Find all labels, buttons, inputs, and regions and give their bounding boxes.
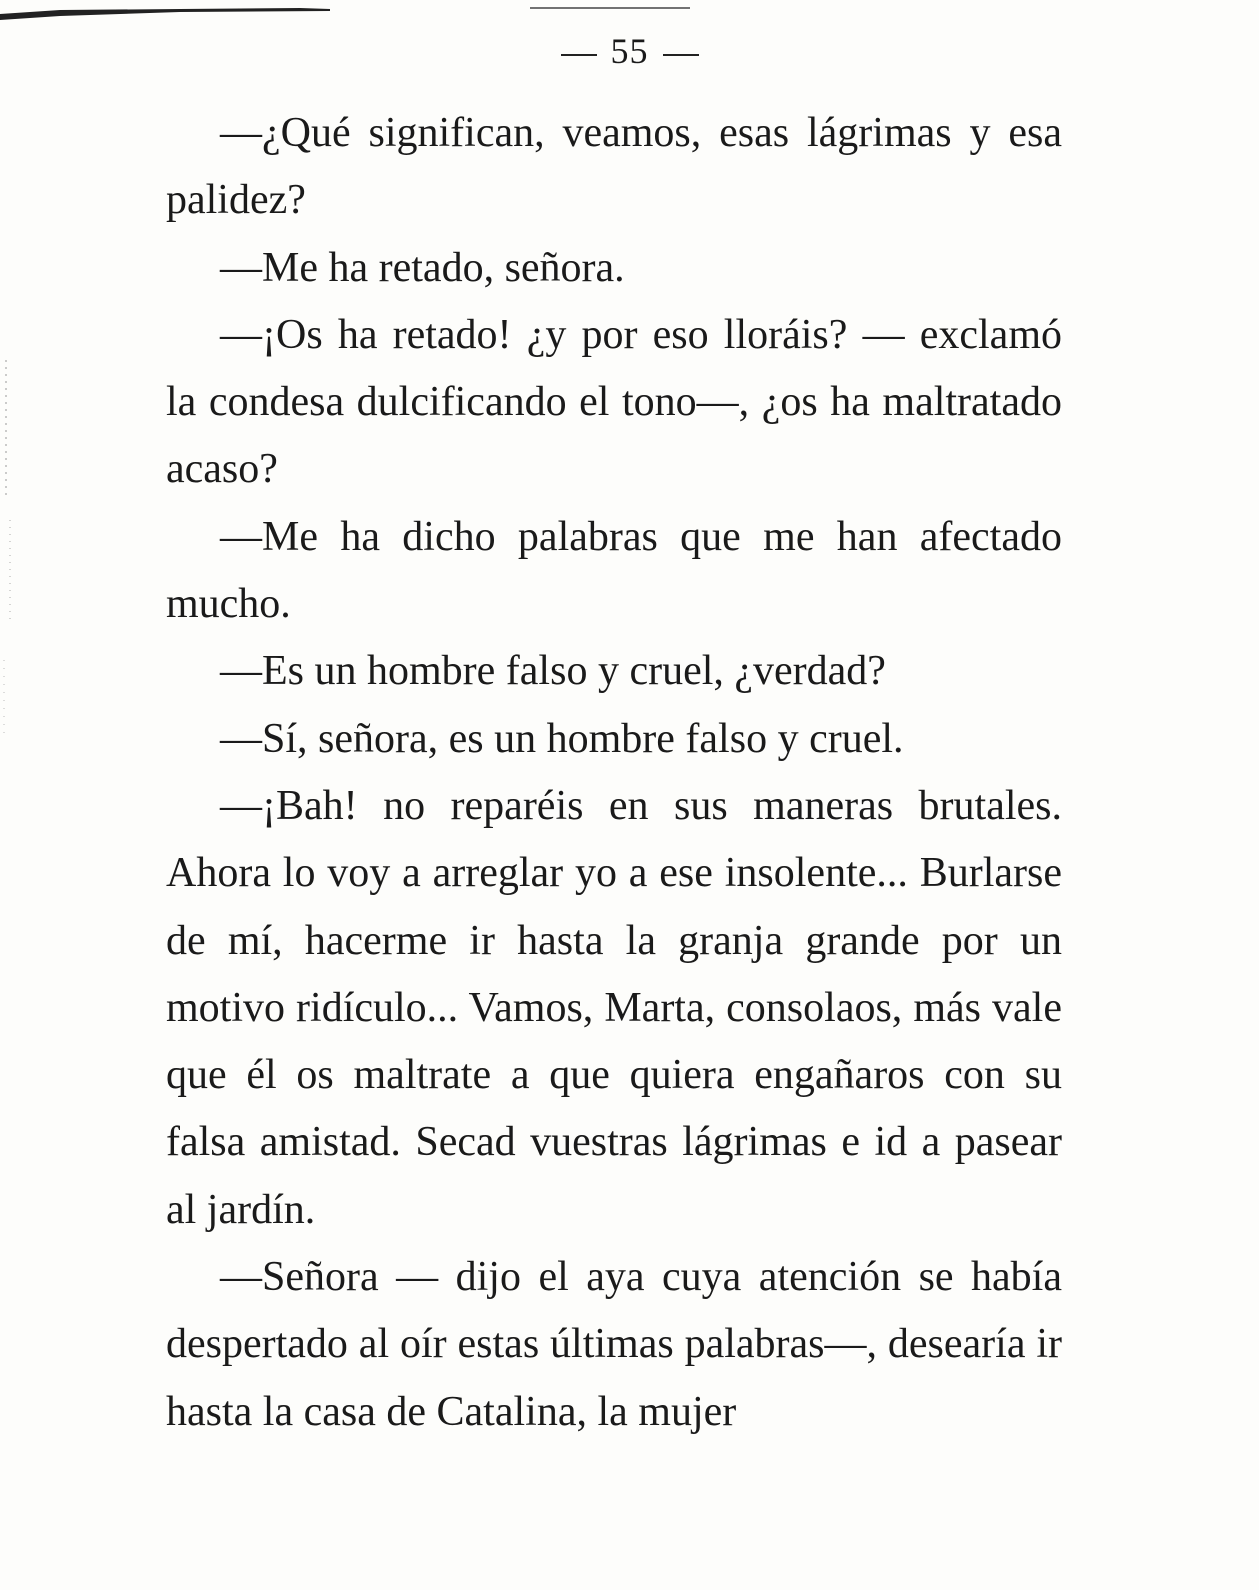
paragraph: —¿Qué significan, veamos, esas lágrimas y esa palidez? [166,110,1062,224]
paragraph: —Me ha retado, señora. [220,244,625,291]
paragraph: —Sí, señora, es un hombre falso y cruel. [220,715,904,762]
paragraph: —Es un hombre falso y cruel, ¿verdad? [220,648,886,695]
page-number [0,30,1259,72]
paragraph: —Me ha dicho palabras que me han afectado mucho. [166,513,1062,628]
page-number-dash-right [663,54,699,56]
page-number-dash-left [561,54,597,56]
paragraph: —Señora — dijo el aya cuya atención se había despertado al oír estas últimas palabras—, desearía ir hasta la casa de Catalina, la mujer [166,1254,1062,1435]
body-text [166,100,1062,1446]
paragraph: —¡Bah! no reparéis en sus maneras brutales. Ahora lo voy a arreglar yo a ese insolente... Burlarse de mí, hacerme ir hasta la granja grande por un motivo ridículo... Vamos, Marta, consolaos, más vale que él os maltrate a que quiera engañaros con su falsa amistad. Secad vuestras lágrimas e id a pasear al jardín. [166,782,1062,1233]
page-number-value: 55 [610,31,649,71]
scan-edge-left [0,100,30,760]
scan-edge-top [0,0,1259,30]
paragraph: —¡Os ha retado! ¿y por eso lloráis? — exclamó la condesa dulcificando el tono—, ¿os ha maltratado acaso? [166,311,1062,493]
